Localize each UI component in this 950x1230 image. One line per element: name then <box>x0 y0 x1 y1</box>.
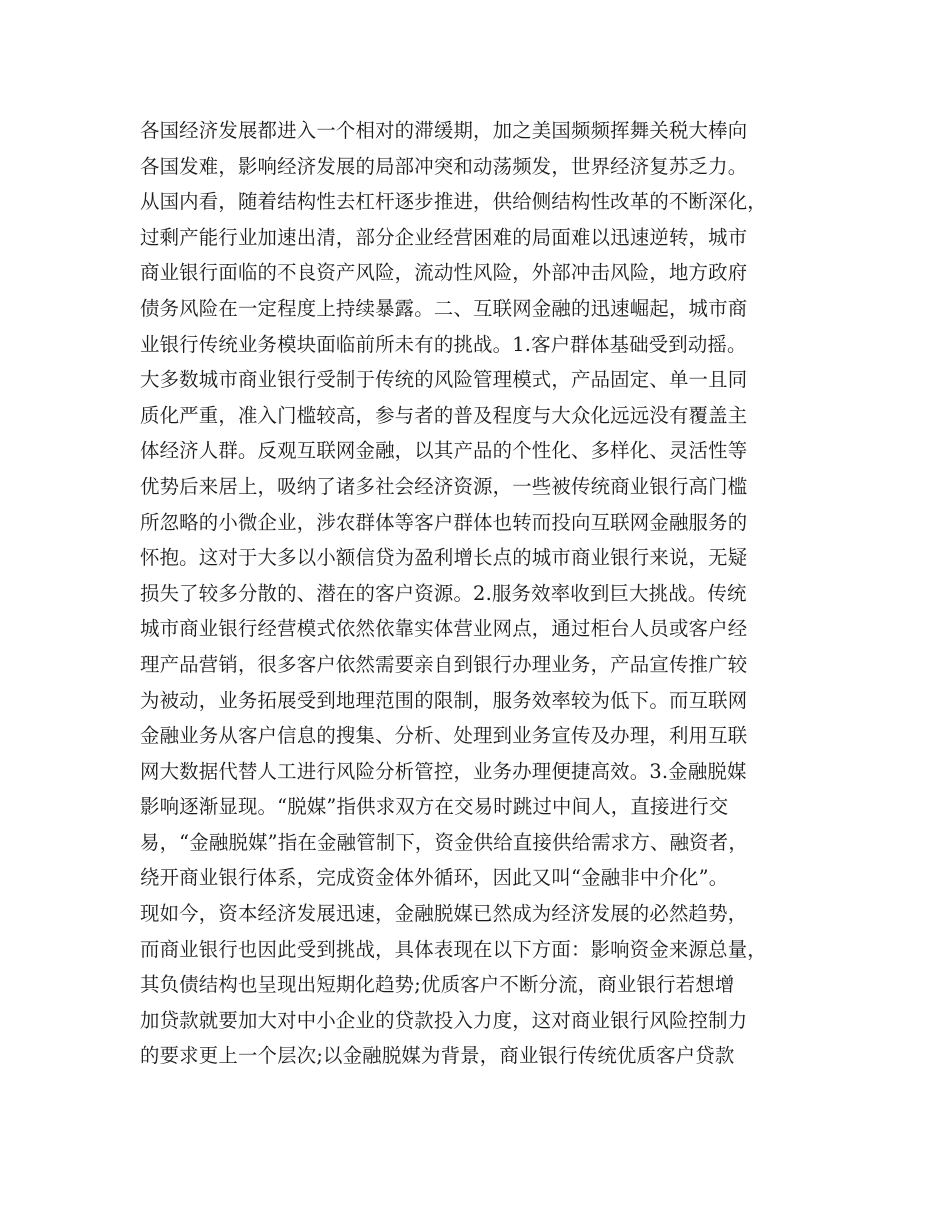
text-line: 所忽略的小微企业，涉农群体等客户群体也转而投向互联网金融服务的 <box>140 510 748 534</box>
text-line: 为被动，业务拓展受到地理范围的限制，服务效率较为低下。而互联网 <box>140 688 748 712</box>
text-line: 理产品营销，很多客户依然需要亲自到银行办理业务，产品宣传推广较 <box>140 652 748 676</box>
text-line: 大多数城市商业银行受制于传统的风险管理模式，产品固定、单一且同 <box>140 368 748 392</box>
text-line: 从国内看，随着结构性去杠杆逐步推进，供给侧结构性改革的不断深化， <box>140 190 767 214</box>
body-text <box>140 113 830 1074</box>
text-line: 金融业务从客户信息的搜集、分析、处理到业务宣传及办理，利用互联 <box>140 724 748 748</box>
text-line: 商业银行面临的不良资产风险，流动性风险，外部冲击风险，地方政府 <box>140 261 748 285</box>
text-line: 各国经济发展都进入一个相对的滞缓期，加之美国频频挥舞关税大棒向 <box>140 119 748 142</box>
text-line: 债务风险在一定程度上持续暴露。二、互联网金融的迅速崛起，城市商 <box>140 296 748 320</box>
text-line: 城市商业银行经营模式依然依靠实体营业网点，通过柜台人员或客户经 <box>140 617 748 641</box>
text-line: 易，“金融脱媒”指在金融管制下，资金供给直接供给需求方、融资者， <box>140 830 748 854</box>
text-line: 现如今，资本经济发展迅速，金融脱媒已然成为经济发展的必然趋势， <box>140 902 748 926</box>
text-line: 损失了较多分散的、潜在的客户资源。2.服务效率收到巨大挑战。传统 <box>140 581 747 605</box>
text-line: 过剩产能行业加速出清，部分企业经营困难的局面难以迅速逆转，城市 <box>140 225 748 249</box>
text-line: 的要求更上一个层次;以金融脱媒为背景，商业银行传统优质客户贷款 <box>140 1044 735 1068</box>
text-line: 各国发难，影响经济发展的局部冲突和动荡频发，世界经济复苏乏力。 <box>140 154 748 178</box>
text-line: 绕开商业银行体系，完成资金体外循环，因此又叫“金融非中介化”。 <box>140 866 729 890</box>
text-line: 而商业银行也因此受到挑战，具体表现在以下方面：影响资金来源总量， <box>140 937 767 961</box>
text-line: 优势后来居上，吸纳了诸多社会经济资源，一些被传统商业银行高门槛 <box>140 474 748 498</box>
text-line: 网大数据代替人工进行风险分析管控，业务办理便捷高效。3.金融脱媒 <box>140 759 747 783</box>
text-line: 业银行传统业务模块面临前所未有的挑战。1.客户群体基础受到动摇。 <box>140 332 747 356</box>
text-line: 体经济人群。反观互联网金融，以其产品的个性化、多样化、灵活性等 <box>140 439 748 463</box>
text-line: 影响逐渐显现。“脱媒”指供求双方在交易时跳过中间人，直接进行交 <box>140 795 729 819</box>
text-line: 其负债结构也呈现出短期化趋势;优质客户不断分流，商业银行若想增 <box>140 973 735 997</box>
text-line: 怀抱。这对于大多以小额信贷为盈利增长点的城市商业银行来说，无疑 <box>140 546 748 570</box>
text-line: 质化严重，准入门槛较高，参与者的普及程度与大众化远远没有覆盖主 <box>140 403 748 427</box>
text-line: 加贷款就要加大对中小企业的贷款投入力度，这对商业银行风险控制力 <box>140 1008 748 1032</box>
